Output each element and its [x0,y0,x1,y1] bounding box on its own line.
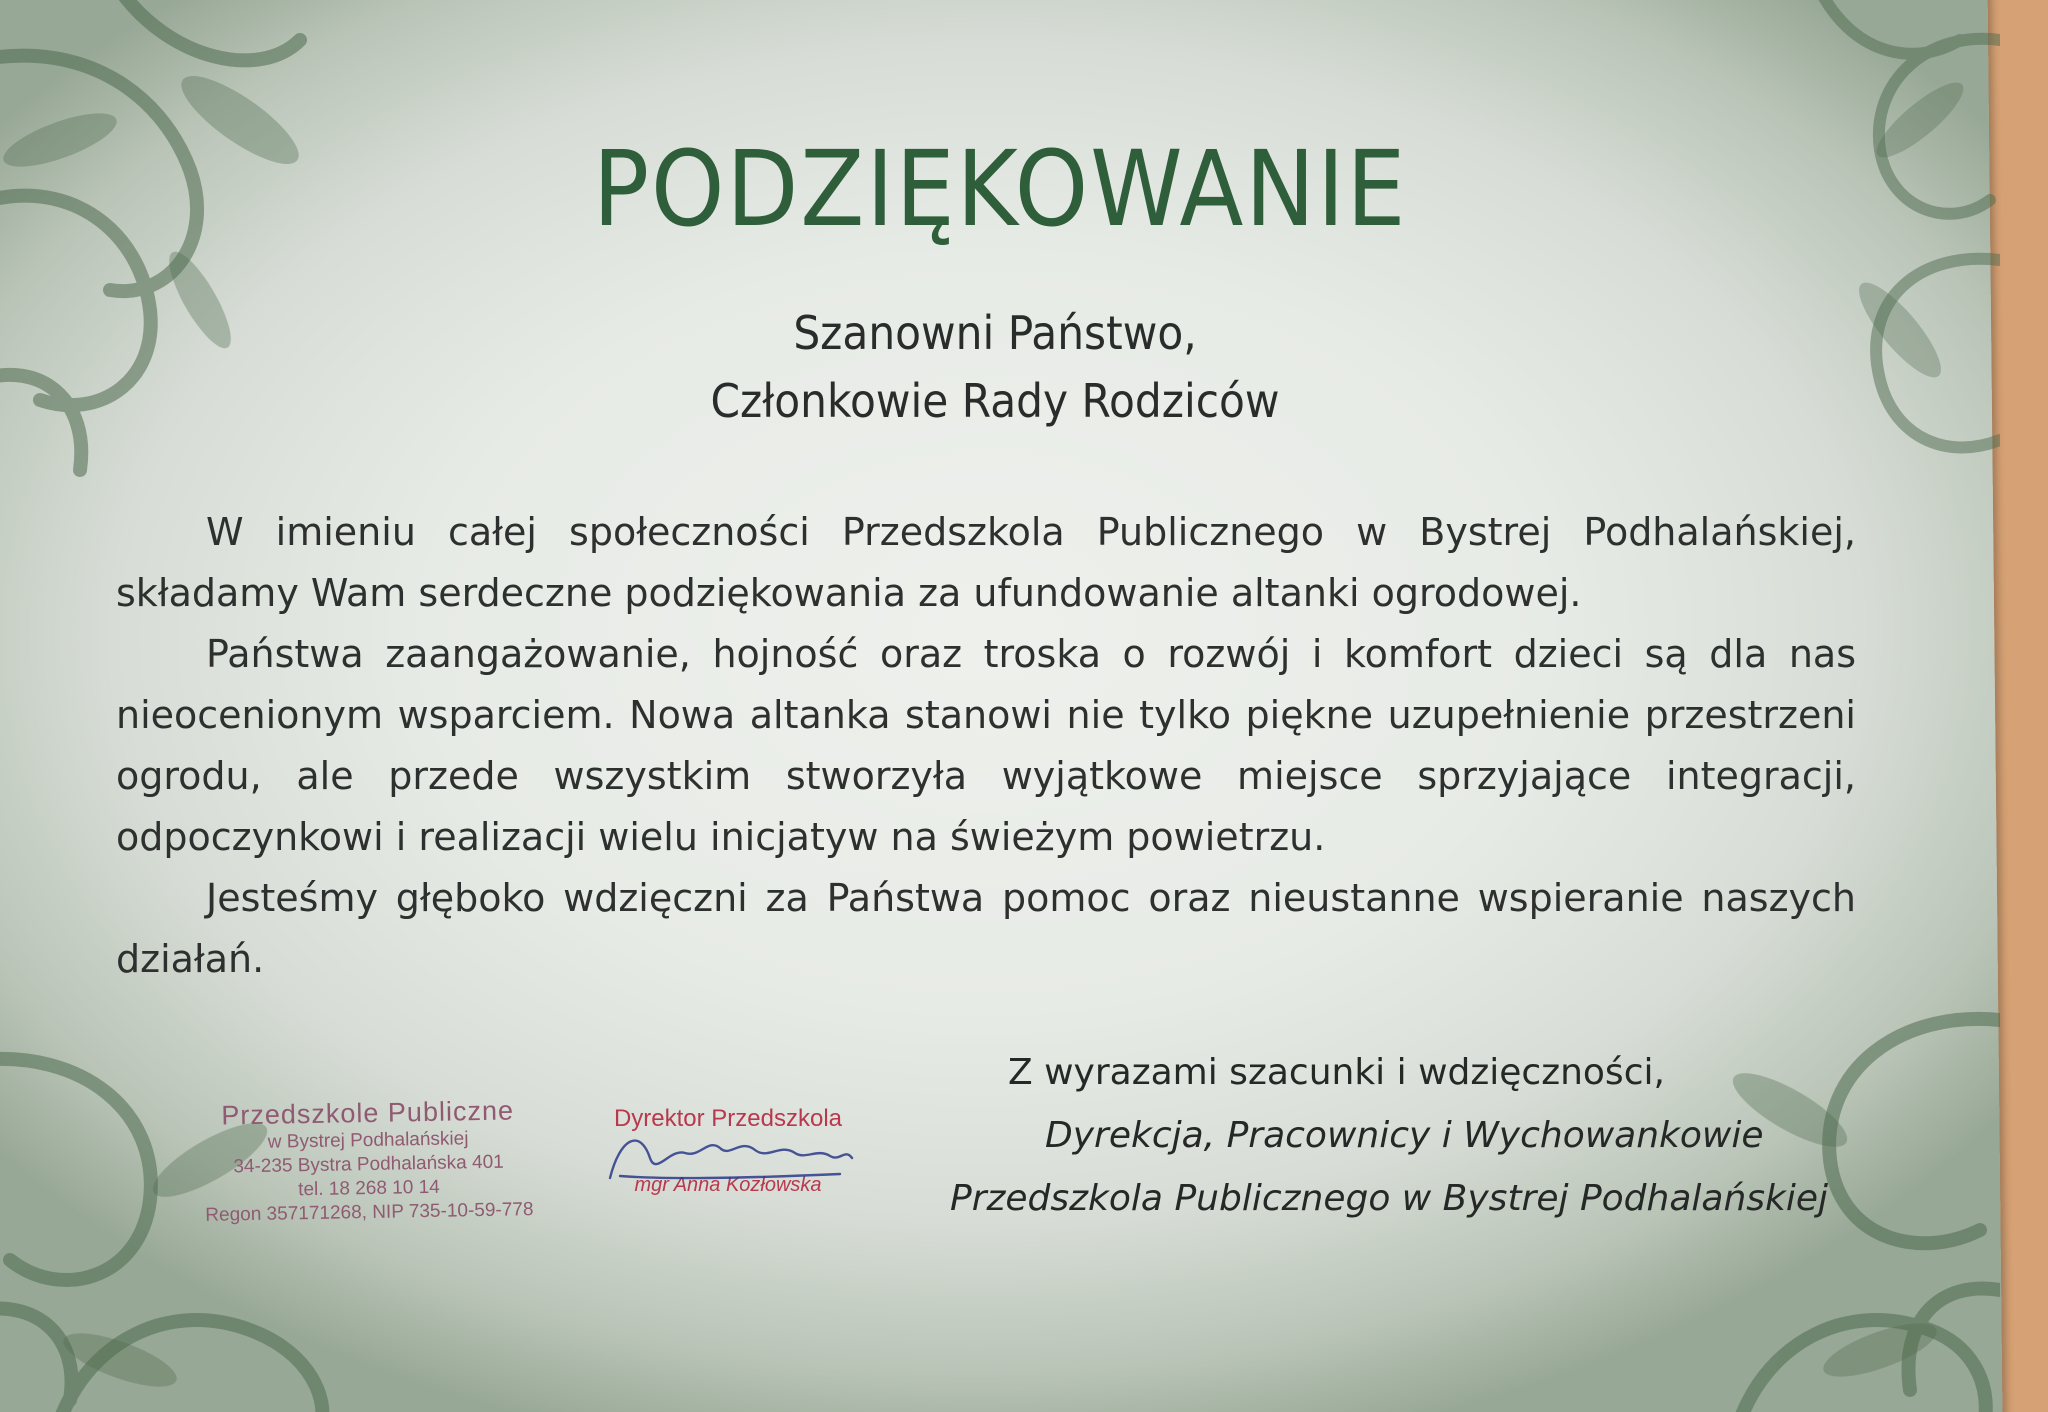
letter-body [116,502,1856,990]
director-stamp-name: mgr Anna Kozłowska [634,1174,822,1196]
stamp-name: Przedszkole Publiczne [221,1095,515,1131]
institution-stamp [195,1094,542,1228]
stamp-line-2: 34-235 Bystra Podhalańska 401 [233,1151,504,1178]
stamp-line-4: Regon 357171268, NIP 735-10-59-778 [205,1199,534,1226]
closing-line-1: Z wyrazami szacunki i wdzięczności, [1008,1052,1665,1093]
document-title: PODZIĘKOWANIE [592,128,1408,250]
director-stamp-title: Dyrektor Przedszkola [613,1105,843,1132]
closing-line-3: Przedszkola Publicznego w Bystrej Podhalańskiej [950,1178,1829,1219]
stamp-line-3: tel. 18 268 10 14 [298,1176,440,1201]
salutation-line-2: Członkowie Rady Rodziców [710,374,1280,428]
paragraph-1: W imieniu całej społeczności Przedszkola Publicznego w Bystrej Podhalańskiej, składamy Wam serdeczne podziękowania za ufundowanie altanki ogrodowej. [116,510,1856,615]
paragraph-2: Państwa zaangażowanie, hojność oraz troska o rozwój i komfort dzieci są dla nas nieocenionym wsparciem. Nowa altanka stanowi nie tylko piękne uzupełnienie przestrzeni ogrodu, ale przede wszystkim stworzyła wyjątkowe miejsce sprzyjające integracji, odpoczynkowi i realizacji wielu inicjatyw na świeżym powietrzu. [116,632,1856,859]
signature-icon [590,1118,870,1198]
closing-line-2: Dyrekcja, Pracownicy i Wychowankowie [1045,1115,1764,1156]
paragraph-3: Jesteśmy głęboko wdzięczni za Państwa pomoc oraz nieustanne wspieranie naszych działań. [116,876,1856,981]
salutation-line-1: Szanowni Państwo, [793,306,1197,360]
stamp-line-1: w Bystrej Podhalańskiej [267,1128,469,1153]
